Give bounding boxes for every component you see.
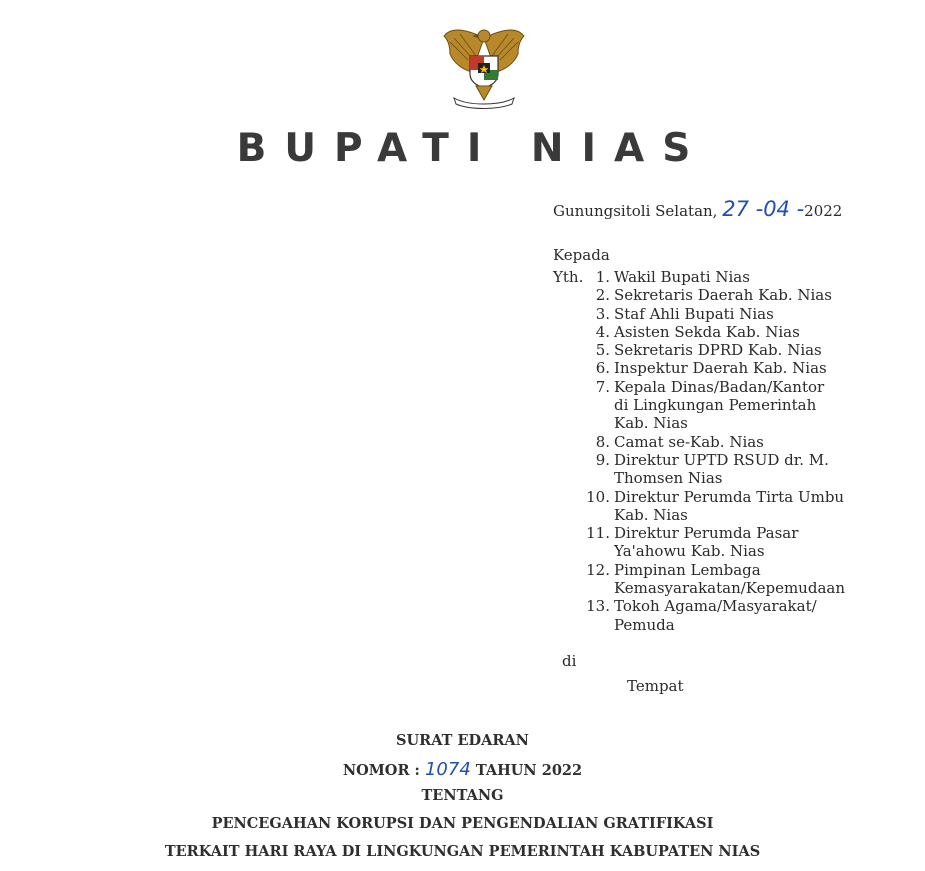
recipient-text: Direktur Perumda Pasar Ya'ahowu Kab. Nias <box>614 524 799 561</box>
garuda-emblem-icon <box>438 20 530 112</box>
recipient-item <box>552 524 845 561</box>
recipient-text: Asisten Sekda Kab. Nias <box>614 322 800 341</box>
recipient-number: 10. <box>586 487 610 506</box>
recipient-text: Pimpinan Lembaga Kemasyarakatan/Kepemudaan <box>614 560 845 598</box>
recipient-number: 6. <box>595 359 610 378</box>
recipient-text: Inspektur Daerah Kab. Nias <box>614 359 827 378</box>
recipient-number: 13. <box>586 597 610 616</box>
tentang-label: TENTANG <box>421 787 504 804</box>
recipient-item <box>552 488 845 525</box>
recipient-item <box>552 268 845 286</box>
recipient-item <box>552 433 845 451</box>
recipient-number: 4. <box>595 322 610 341</box>
recipient-number: 3. <box>595 304 610 323</box>
tempat-label: Tempat <box>627 677 684 695</box>
date-handwritten: 27 -04 - <box>722 197 805 221</box>
recipient-text: Sekretaris Daerah Kab. Nias <box>614 286 832 305</box>
date-year: 2022 <box>804 202 843 220</box>
surat-number-line <box>0 759 925 780</box>
recipient-item <box>552 378 845 433</box>
recipient-number: 2. <box>595 286 610 305</box>
date-line <box>553 197 842 223</box>
recipient-text: Camat se-Kab. Nias <box>614 432 764 451</box>
recipient-list <box>552 268 845 634</box>
di-label: di <box>562 652 577 670</box>
recipient-item <box>552 561 845 598</box>
recipient-text: Tokoh Agama/Masyarakat/ Pemuda <box>614 597 817 634</box>
recipient-number: 5. <box>595 341 610 360</box>
yth-label: Yth. <box>553 268 584 286</box>
recipient-text: Staf Ahli Bupati Nias <box>614 304 774 323</box>
recipient-number: 12. <box>586 560 610 579</box>
recipient-number: 11. <box>586 524 610 543</box>
recipient-item <box>552 359 845 377</box>
recipient-number: 7. <box>595 377 610 396</box>
subject-line-1: PENCEGAHAN KORUPSI DAN PENGENDALIAN GRATIFIKASI <box>211 815 714 832</box>
recipient-number: 9. <box>595 450 610 469</box>
nomor-handwritten: 1074 <box>424 759 471 780</box>
recipient-item <box>552 597 845 634</box>
recipient-text: Direktur Perumda Tirta Umbu Kab. Nias <box>614 487 845 524</box>
recipient-text: Sekretaris DPRD Kab. Nias <box>614 341 822 360</box>
recipient-text: Wakil Bupati Nias <box>614 268 750 286</box>
recipient-item <box>552 451 845 488</box>
subject-line-2: TERKAIT HARI RAYA DI LINGKUNGAN PEMERINTAH KABUPATEN NIAS <box>164 843 761 860</box>
page-title: BUPATI NIAS <box>236 126 709 171</box>
surat-edaran-title: SURAT EDARAN <box>396 732 529 749</box>
kepada-label: Kepada <box>553 246 610 264</box>
date-place: Gunungsitoli Selatan, <box>553 202 718 220</box>
tahun-label: TAHUN 2022 <box>475 762 583 779</box>
recipient-number: 8. <box>595 432 610 451</box>
recipient-number: 1. <box>595 268 610 286</box>
recipient-text: Kepala Dinas/Badan/Kantor di Lingkungan Pemerintah Kab. Nias <box>614 377 825 433</box>
recipient-item <box>552 286 845 304</box>
recipient-text: Direktur UPTD RSUD dr. M. Thomsen Nias <box>614 450 829 488</box>
recipient-item <box>552 323 845 341</box>
recipient-item <box>552 341 845 359</box>
nomor-label: NOMOR : <box>342 762 420 779</box>
recipient-item <box>552 305 845 323</box>
